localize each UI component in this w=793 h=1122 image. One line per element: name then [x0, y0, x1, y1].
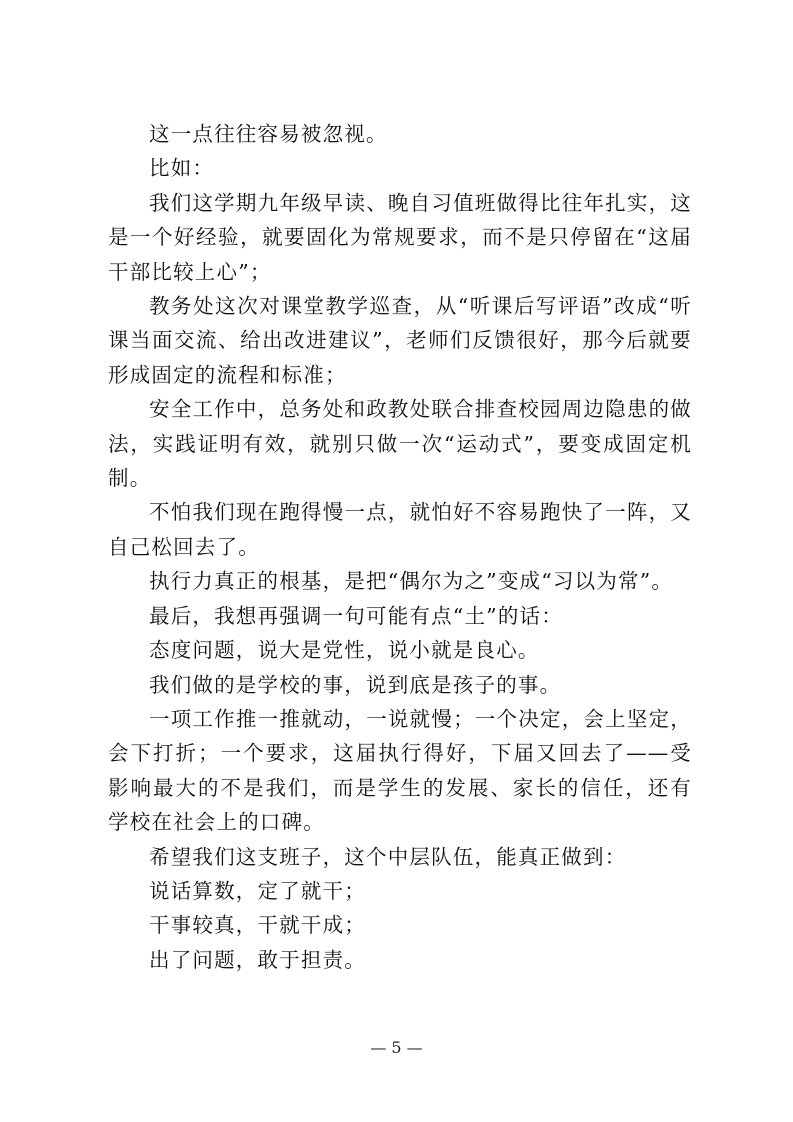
paragraph: 一项工作推一推就动，一说就慢；一个决定，会上坚定，会下打折；一个要求，这届执行得好，下届又回去了——受影响最大的不是我们，而是学生的发展、家长的信任，还有学校在社会上的口碑。	[108, 706, 692, 835]
paragraph: 比如：	[149, 156, 215, 181]
paragraph: 希望我们这支班子，这个中层队伍，能真正做到：	[149, 844, 627, 869]
paragraph: 我们这学期九年级早读、晚自习值班做得比往年扎实，这是一个好经验，就要固化为常规要求，而不是只停留在“这届干部比较上心”；	[108, 190, 692, 284]
paragraph: 出了问题，敢于担责。	[149, 947, 366, 972]
paragraph: 安全工作中，总务处和政教处联合排查校园周边隐患的做法，实践证明有效，就别只做一次“运动式”，要变成固定机制。	[108, 397, 692, 491]
paragraph: 最后，我想再强调一句可能有点“土”的话：	[149, 603, 563, 628]
document-body	[108, 117, 692, 977]
paragraph: 说话算数，定了就干；	[149, 878, 366, 903]
paragraph: 我们做的是学校的事，说到底是孩子的事。	[149, 672, 562, 697]
paragraph: 不怕我们现在跑得慢一点，就怕好不容易跑快了一阵，又自己松回去了。	[108, 500, 692, 559]
paragraph: 态度问题，说大是党性，说小就是良心。	[149, 638, 540, 663]
paragraph: 干事较真，干就干成；	[149, 913, 366, 938]
paragraph: 执行力真正的根基，是把“偶尔为之”变成“习以为常”。	[149, 569, 674, 594]
page-number: — 5 —	[370, 1038, 423, 1057]
paragraph: 这一点往往容易被忽视。	[149, 122, 388, 146]
paragraph: 教务处这次对课堂教学巡查，从“听课后写评语”改成“听课当面交流、给出改进建议”，老师们反馈很好，那今后就要形成固定的流程和标准；	[108, 294, 692, 387]
